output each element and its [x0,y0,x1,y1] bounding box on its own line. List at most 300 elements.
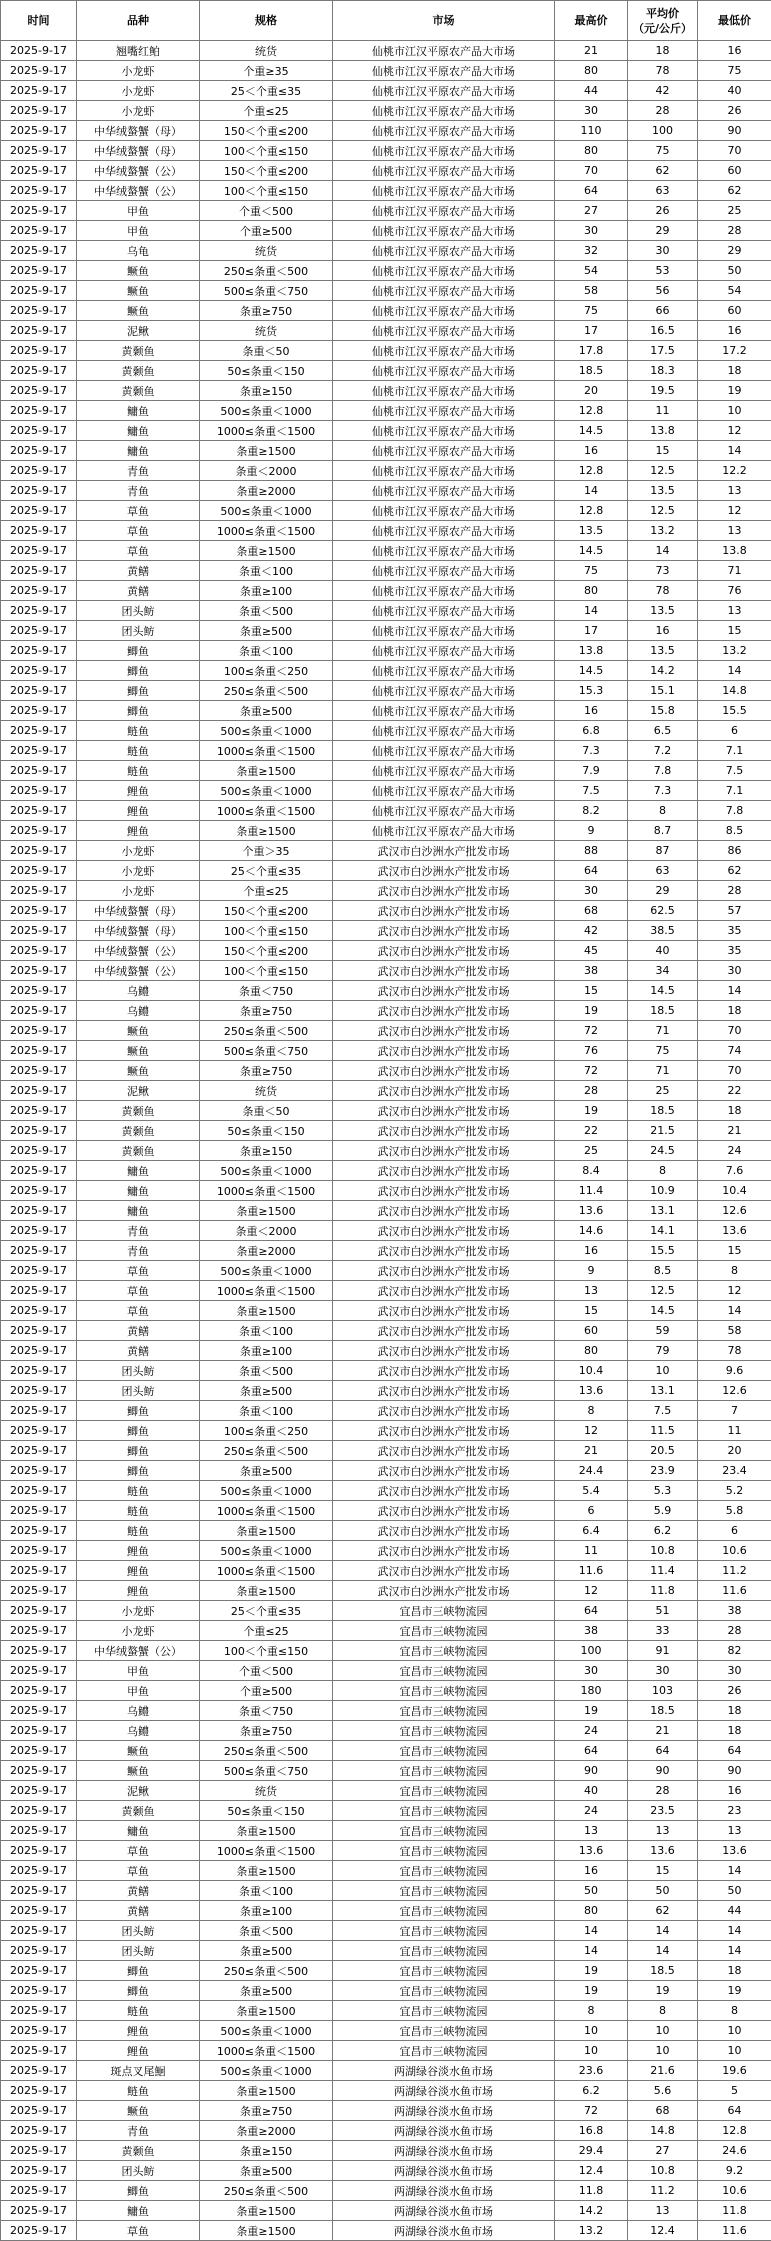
cell-market: 武汉市白沙洲水产批发市场 [333,1221,555,1241]
cell-time: 2025-9-17 [1,1981,77,2001]
cell-market: 仙桃市江汉平原农产品大市场 [333,461,555,481]
cell-time: 2025-9-17 [1,1821,77,1841]
cell-avg-price: 11.2 [628,2181,698,2201]
cell-min-price: 76 [698,581,771,601]
cell-time: 2025-9-17 [1,161,77,181]
cell-max-price: 80 [555,141,628,161]
cell-market: 宜昌市三峡物流园 [333,1941,555,1961]
cell-spec: 条重≥1500 [200,2221,333,2241]
cell-spec: 50≤条重＜150 [200,361,333,381]
cell-spec: 500≤条重＜1000 [200,2061,333,2081]
cell-min-price: 40 [698,81,771,101]
cell-spec: 100＜个重≤150 [200,921,333,941]
cell-variety: 鲤鱼 [77,2021,200,2041]
cell-market: 武汉市白沙洲水产批发市场 [333,1181,555,1201]
cell-market: 仙桃市江汉平原农产品大市场 [333,741,555,761]
cell-variety: 中华绒螯蟹（母） [77,141,200,161]
cell-spec: 条重＜100 [200,1321,333,1341]
cell-avg-price: 18 [628,41,698,61]
cell-spec: 250≤条重＜500 [200,261,333,281]
cell-avg-price: 15 [628,1861,698,1881]
table-row [1,301,771,321]
cell-spec: 条重≥1500 [200,441,333,461]
cell-market: 仙桃市江汉平原农产品大市场 [333,301,555,321]
cell-min-price: 14 [698,661,771,681]
cell-min-price: 17.2 [698,341,771,361]
cell-market: 武汉市白沙洲水产批发市场 [333,1561,555,1581]
cell-max-price: 44 [555,81,628,101]
cell-spec: 1000≤条重＜1500 [200,741,333,761]
table-row [1,1141,771,1161]
cell-avg-price: 27 [628,2141,698,2161]
cell-avg-price: 14.5 [628,981,698,1001]
cell-variety: 泥鳅 [77,1781,200,1801]
cell-avg-price: 14.8 [628,2121,698,2141]
cell-market: 宜昌市三峡物流园 [333,1841,555,1861]
cell-time: 2025-9-17 [1,1081,77,1101]
cell-variety: 中华绒螯蟹（母） [77,121,200,141]
cell-max-price: 28 [555,1081,628,1101]
cell-variety: 黄颡鱼 [77,341,200,361]
cell-avg-price: 78 [628,581,698,601]
cell-min-price: 14 [698,441,771,461]
cell-min-price: 19 [698,381,771,401]
cell-spec: 150＜个重≤200 [200,941,333,961]
cell-time: 2025-9-17 [1,1561,77,1581]
table-row [1,1621,771,1641]
cell-spec: 100≤条重＜250 [200,661,333,681]
header-unit: （元/公斤） [628,21,697,36]
cell-market: 仙桃市江汉平原农产品大市场 [333,501,555,521]
cell-market: 两湖绿谷淡水鱼市场 [333,2121,555,2141]
cell-market: 宜昌市三峡物流园 [333,1661,555,1681]
cell-variety: 草鱼 [77,541,200,561]
cell-time: 2025-9-17 [1,101,77,121]
cell-min-price: 7.8 [698,801,771,821]
cell-max-price: 12.8 [555,401,628,421]
cell-max-price: 14 [555,601,628,621]
cell-variety: 鳜鱼 [77,1061,200,1081]
cell-time: 2025-9-17 [1,1321,77,1341]
table-row [1,61,771,81]
cell-variety: 甲鱼 [77,221,200,241]
cell-market: 武汉市白沙洲水产批发市场 [333,1041,555,1061]
cell-max-price: 24.4 [555,1461,628,1481]
cell-min-price: 22 [698,1081,771,1101]
cell-max-price: 13 [555,1281,628,1301]
cell-spec: 条重≥1500 [200,821,333,841]
cell-avg-price: 5.9 [628,1501,698,1521]
cell-variety: 黄颡鱼 [77,1141,200,1161]
cell-variety: 团头鲂 [77,1921,200,1941]
cell-spec: 1000≤条重＜1500 [200,1841,333,1861]
cell-min-price: 50 [698,261,771,281]
table-row [1,961,771,981]
cell-max-price: 14 [555,1941,628,1961]
table-row [1,1861,771,1881]
cell-min-price: 11 [698,1421,771,1441]
cell-spec: 条重＜50 [200,341,333,361]
cell-min-price: 18 [698,1101,771,1121]
cell-spec: 500≤条重＜1000 [200,401,333,421]
cell-market: 武汉市白沙洲水产批发市场 [333,1241,555,1261]
cell-variety: 甲鱼 [77,1661,200,1681]
cell-time: 2025-9-17 [1,1061,77,1081]
table-row [1,1561,771,1581]
cell-variety: 黄鳝 [77,1901,200,1921]
table-row [1,1481,771,1501]
cell-max-price: 19 [555,1701,628,1721]
cell-time: 2025-9-17 [1,2061,77,2081]
cell-variety: 鲫鱼 [77,661,200,681]
cell-time: 2025-9-17 [1,1481,77,1501]
table-row [1,1641,771,1661]
cell-variety: 鲫鱼 [77,1421,200,1441]
table-row [1,1761,771,1781]
cell-spec: 25＜个重≤35 [200,861,333,881]
table-row [1,1341,771,1361]
cell-spec: 个重≤25 [200,881,333,901]
cell-avg-price: 68 [628,2101,698,2121]
cell-avg-price: 12.5 [628,1281,698,1301]
cell-min-price: 8 [698,2001,771,2021]
cell-avg-price: 8 [628,2001,698,2021]
cell-max-price: 14 [555,481,628,501]
table-body [1,41,771,2241]
cell-market: 仙桃市江汉平原农产品大市场 [333,121,555,141]
cell-time: 2025-9-17 [1,741,77,761]
cell-spec: 条重≥1500 [200,541,333,561]
table-row [1,2081,771,2101]
table-row [1,701,771,721]
cell-spec: 1000≤条重＜1500 [200,421,333,441]
cell-variety: 鲫鱼 [77,1961,200,1981]
cell-spec: 条重≥1500 [200,2081,333,2101]
cell-variety: 翘嘴红鲌 [77,41,200,61]
cell-avg-price: 8.7 [628,821,698,841]
cell-variety: 小龙虾 [77,61,200,81]
cell-time: 2025-9-17 [1,1381,77,1401]
cell-time: 2025-9-17 [1,901,77,921]
cell-spec: 100＜个重≤150 [200,181,333,201]
cell-max-price: 80 [555,581,628,601]
cell-max-price: 10 [555,2021,628,2041]
cell-avg-price: 62 [628,161,698,181]
table-row [1,1361,771,1381]
cell-avg-price: 12.4 [628,2221,698,2241]
cell-market: 武汉市白沙洲水产批发市场 [333,901,555,921]
cell-max-price: 19 [555,1001,628,1021]
cell-spec: 条重＜2000 [200,1221,333,1241]
cell-market: 武汉市白沙洲水产批发市场 [333,1581,555,1601]
cell-avg-price: 18.5 [628,1001,698,1021]
cell-spec: 个重≥500 [200,221,333,241]
table-row [1,1101,771,1121]
cell-avg-price: 28 [628,101,698,121]
cell-avg-price: 5.6 [628,2081,698,2101]
cell-avg-price: 40 [628,941,698,961]
cell-avg-price: 7.8 [628,761,698,781]
cell-max-price: 13.6 [555,1841,628,1861]
cell-market: 武汉市白沙洲水产批发市场 [333,1321,555,1341]
table-row [1,401,771,421]
cell-time: 2025-9-17 [1,1601,77,1621]
cell-min-price: 7 [698,1401,771,1421]
cell-max-price: 11.6 [555,1561,628,1581]
table-row [1,2001,771,2021]
cell-min-price: 35 [698,941,771,961]
cell-market: 宜昌市三峡物流园 [333,1741,555,1761]
cell-min-price: 50 [698,1881,771,1901]
cell-max-price: 42 [555,921,628,941]
cell-variety: 乌鳢 [77,1721,200,1741]
table-row [1,1781,771,1801]
cell-market: 仙桃市江汉平原农产品大市场 [333,661,555,681]
cell-spec: 条重＜100 [200,1881,333,1901]
cell-max-price: 16 [555,1241,628,1261]
table-row [1,2121,771,2141]
cell-time: 2025-9-17 [1,561,77,581]
table-row [1,1581,771,1601]
cell-min-price: 12 [698,421,771,441]
cell-avg-price: 23.9 [628,1461,698,1481]
cell-max-price: 180 [555,1681,628,1701]
cell-market: 仙桃市江汉平原农产品大市场 [333,441,555,461]
cell-spec: 条重＜100 [200,561,333,581]
cell-time: 2025-9-17 [1,861,77,881]
cell-time: 2025-9-17 [1,2141,77,2161]
cell-variety: 鲫鱼 [77,1441,200,1461]
cell-avg-price: 30 [628,1661,698,1681]
table-row [1,1741,771,1761]
cell-variety: 斑点叉尾鮰 [77,2061,200,2081]
cell-variety: 鳜鱼 [77,1741,200,1761]
cell-max-price: 19 [555,1981,628,2001]
cell-time: 2025-9-17 [1,2101,77,2121]
cell-market: 仙桃市江汉平原农产品大市场 [333,61,555,81]
cell-time: 2025-9-17 [1,1941,77,1961]
table-row [1,181,771,201]
cell-variety: 鲢鱼 [77,761,200,781]
cell-max-price: 14.5 [555,541,628,561]
cell-spec: 1000≤条重＜1500 [200,1501,333,1521]
cell-market: 仙桃市江汉平原农产品大市场 [333,721,555,741]
cell-market: 武汉市白沙洲水产批发市场 [333,1281,555,1301]
cell-max-price: 100 [555,1641,628,1661]
cell-max-price: 11.8 [555,2181,628,2201]
cell-time: 2025-9-17 [1,581,77,601]
cell-min-price: 13 [698,481,771,501]
cell-variety: 草鱼 [77,1861,200,1881]
cell-min-price: 10 [698,2041,771,2061]
cell-avg-price: 8.5 [628,1261,698,1281]
cell-max-price: 72 [555,2101,628,2121]
cell-time: 2025-9-17 [1,1121,77,1141]
cell-avg-price: 62 [628,1901,698,1921]
cell-min-price: 7.1 [698,741,771,761]
table-row [1,1961,771,1981]
cell-min-price: 9.6 [698,1361,771,1381]
cell-avg-price: 66 [628,301,698,321]
cell-time: 2025-9-17 [1,841,77,861]
cell-spec: 统货 [200,241,333,261]
table-row [1,1381,771,1401]
cell-avg-price: 33 [628,1621,698,1641]
table-row [1,201,771,221]
cell-market: 宜昌市三峡物流园 [333,1961,555,1981]
cell-spec: 50≤条重＜150 [200,1801,333,1821]
cell-avg-price: 13.5 [628,601,698,621]
cell-max-price: 21 [555,1441,628,1461]
cell-max-price: 13.8 [555,641,628,661]
cell-market: 武汉市白沙洲水产批发市场 [333,1441,555,1461]
cell-avg-price: 8 [628,1161,698,1181]
cell-max-price: 15.3 [555,681,628,701]
cell-market: 武汉市白沙洲水产批发市场 [333,1361,555,1381]
cell-spec: 100＜个重≤150 [200,141,333,161]
cell-min-price: 18 [698,1701,771,1721]
cell-variety: 小龙虾 [77,81,200,101]
cell-min-price: 13 [698,601,771,621]
cell-max-price: 64 [555,1741,628,1761]
header-max-price: 最高价 [555,1,628,41]
cell-spec: 250≤条重＜500 [200,1741,333,1761]
cell-time: 2025-9-17 [1,941,77,961]
cell-min-price: 14 [698,1941,771,1961]
cell-min-price: 5 [698,2081,771,2101]
cell-max-price: 21 [555,41,628,61]
cell-time: 2025-9-17 [1,2001,77,2021]
cell-market: 仙桃市江汉平原农产品大市场 [333,281,555,301]
cell-time: 2025-9-17 [1,1341,77,1361]
cell-max-price: 24 [555,1721,628,1741]
cell-variety: 鳜鱼 [77,2101,200,2121]
cell-spec: 条重≥500 [200,1461,333,1481]
table-row [1,1661,771,1681]
cell-min-price: 10.6 [698,1541,771,1561]
cell-min-price: 13.6 [698,1221,771,1241]
cell-spec: 条重＜2000 [200,461,333,481]
cell-spec: 1000≤条重＜1500 [200,521,333,541]
table-row [1,281,771,301]
cell-min-price: 23.4 [698,1461,771,1481]
cell-max-price: 16 [555,441,628,461]
cell-spec: 条重≥1500 [200,1581,333,1601]
cell-time: 2025-9-17 [1,1701,77,1721]
cell-max-price: 16 [555,1861,628,1881]
cell-variety: 鲤鱼 [77,2041,200,2061]
cell-time: 2025-9-17 [1,141,77,161]
cell-min-price: 58 [698,1321,771,1341]
table-row [1,781,771,801]
cell-variety: 青鱼 [77,1221,200,1241]
cell-market: 宜昌市三峡物流园 [333,2001,555,2021]
table-row [1,381,771,401]
cell-max-price: 14.5 [555,421,628,441]
cell-max-price: 80 [555,1901,628,1921]
cell-time: 2025-9-17 [1,781,77,801]
table-row [1,521,771,541]
table-row [1,921,771,941]
cell-min-price: 15 [698,1241,771,1261]
cell-avg-price: 19 [628,1981,698,2001]
cell-max-price: 70 [555,161,628,181]
table-row [1,881,771,901]
cell-avg-price: 21.6 [628,2061,698,2081]
cell-max-price: 9 [555,1261,628,1281]
cell-avg-price: 25 [628,1081,698,1101]
cell-max-price: 10 [555,2041,628,2061]
cell-market: 仙桃市江汉平原农产品大市场 [333,41,555,61]
cell-avg-price: 73 [628,561,698,581]
cell-time: 2025-9-17 [1,1021,77,1041]
cell-spec: 个重＜500 [200,201,333,221]
cell-time: 2025-9-17 [1,1441,77,1461]
cell-market: 宜昌市三峡物流园 [333,1601,555,1621]
cell-max-price: 50 [555,1881,628,1901]
cell-min-price: 6 [698,1521,771,1541]
cell-min-price: 90 [698,121,771,141]
cell-variety: 中华绒螯蟹（公） [77,961,200,981]
cell-time: 2025-9-17 [1,241,77,261]
cell-spec: 条重＜100 [200,641,333,661]
cell-variety: 鳜鱼 [77,281,200,301]
cell-market: 宜昌市三峡物流园 [333,2021,555,2041]
cell-spec: 条重≥1500 [200,1521,333,1541]
cell-variety: 鲤鱼 [77,1541,200,1561]
cell-min-price: 11.6 [698,2221,771,2241]
cell-spec: 150＜个重≤200 [200,901,333,921]
cell-min-price: 12.2 [698,461,771,481]
cell-time: 2025-9-17 [1,1801,77,1821]
table-row [1,221,771,241]
cell-variety: 乌鳢 [77,1701,200,1721]
cell-spec: 1000≤条重＜1500 [200,1281,333,1301]
cell-max-price: 17 [555,621,628,641]
cell-max-price: 18.5 [555,361,628,381]
cell-max-price: 13.2 [555,2221,628,2241]
cell-variety: 中华绒螯蟹（公） [77,181,200,201]
cell-market: 武汉市白沙洲水产批发市场 [333,881,555,901]
cell-time: 2025-9-17 [1,1461,77,1481]
cell-time: 2025-9-17 [1,2221,77,2241]
cell-min-price: 60 [698,301,771,321]
cell-max-price: 40 [555,1781,628,1801]
cell-min-price: 13.6 [698,1841,771,1861]
cell-avg-price: 12.5 [628,461,698,481]
table-row [1,41,771,61]
cell-avg-price: 20.5 [628,1441,698,1461]
cell-market: 武汉市白沙洲水产批发市场 [333,1501,555,1521]
cell-variety: 黄颡鱼 [77,2141,200,2161]
table-row [1,1681,771,1701]
cell-time: 2025-9-17 [1,761,77,781]
cell-avg-price: 13.1 [628,1201,698,1221]
cell-spec: 25＜个重≤35 [200,81,333,101]
cell-variety: 小龙虾 [77,841,200,861]
cell-avg-price: 14.5 [628,1301,698,1321]
cell-spec: 统货 [200,321,333,341]
table-row [1,1721,771,1741]
cell-time: 2025-9-17 [1,681,77,701]
cell-avg-price: 18.3 [628,361,698,381]
cell-market: 仙桃市江汉平原农产品大市场 [333,581,555,601]
cell-max-price: 11 [555,1541,628,1561]
table-row [1,1701,771,1721]
cell-spec: 统货 [200,1781,333,1801]
table-row [1,1461,771,1481]
cell-variety: 小龙虾 [77,1601,200,1621]
